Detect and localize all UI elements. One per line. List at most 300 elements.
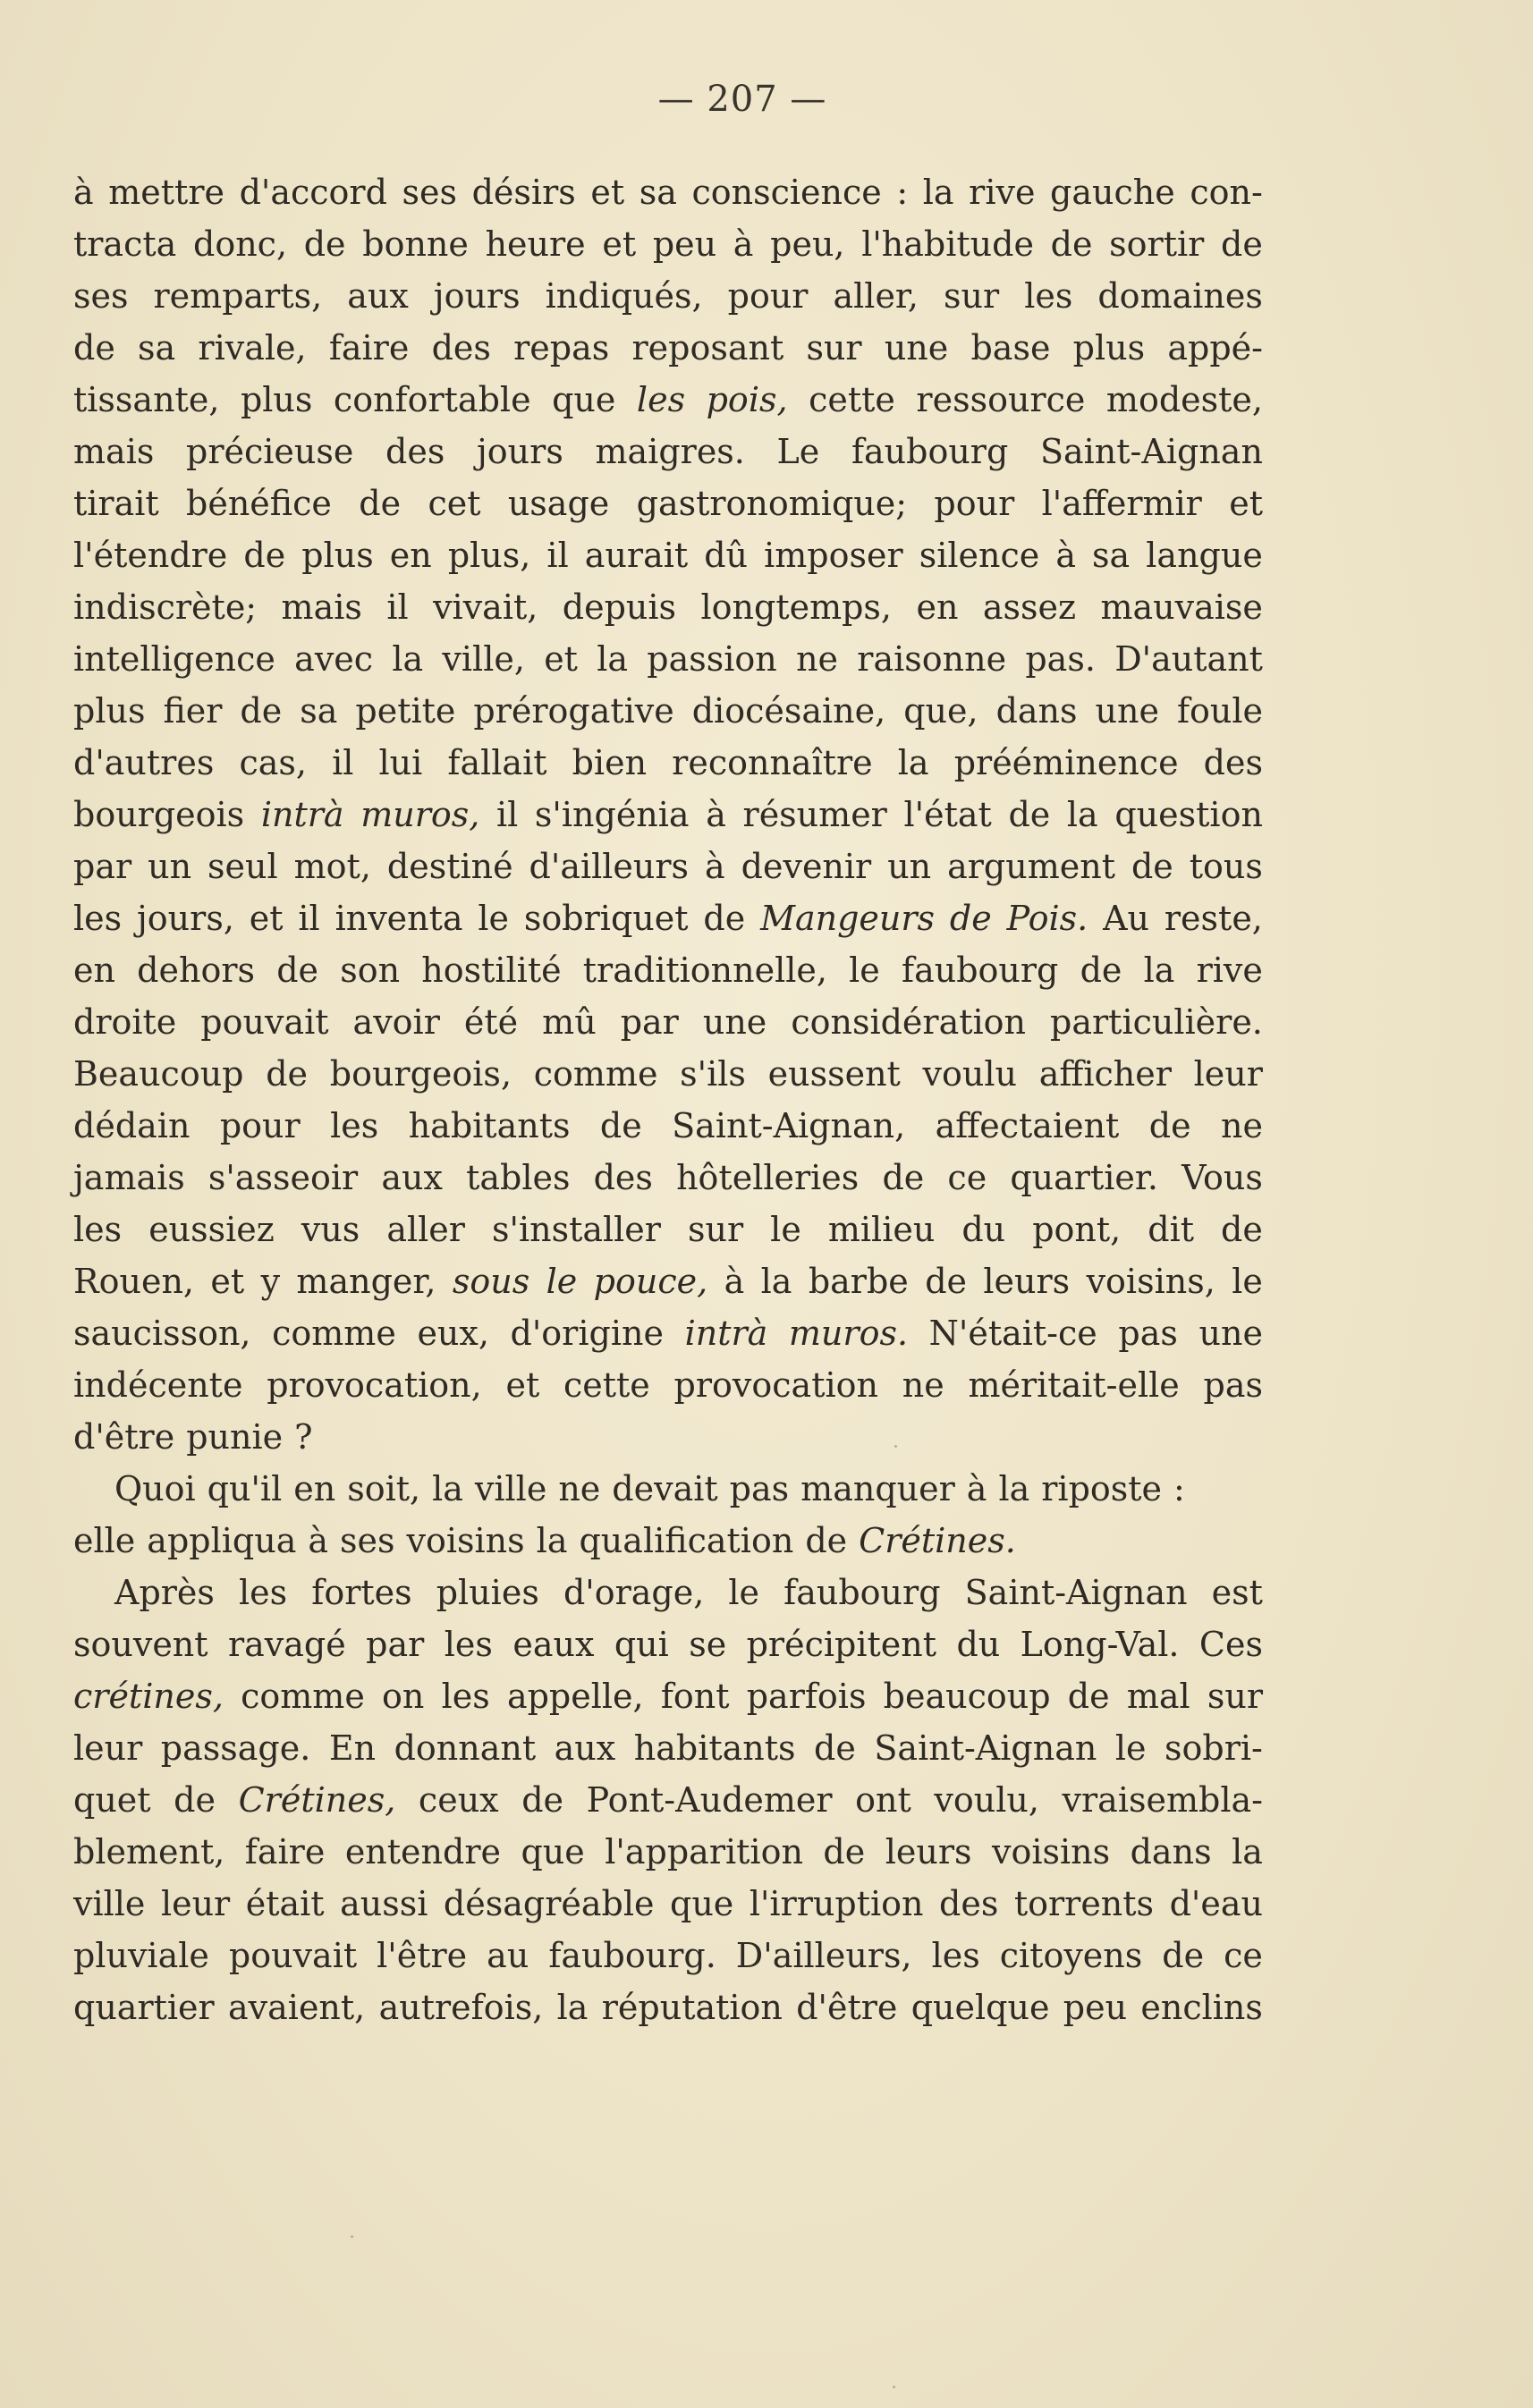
- paper-speck: [893, 2386, 895, 2388]
- word: ville: [474, 1469, 547, 1508]
- word: faire: [328, 328, 410, 368]
- word: des: [385, 432, 445, 471]
- word: les: [73, 1210, 123, 1249]
- word: jours: [477, 432, 563, 471]
- word: son: [340, 951, 401, 990]
- text-line: [73, 1515, 1263, 1567]
- word: Saint-Aignan,: [672, 1106, 906, 1145]
- word: quet: [73, 1780, 151, 1820]
- word: faire: [244, 1832, 326, 1871]
- word: traditionnelle,: [582, 951, 827, 990]
- word: peu,: [770, 224, 845, 264]
- word: Saint-Aignan: [1039, 432, 1263, 471]
- word: que: [670, 1884, 734, 1923]
- word: blement,: [73, 1832, 225, 1871]
- word: appelle,: [506, 1677, 644, 1716]
- word: Rouen,: [73, 1262, 195, 1301]
- word: de: [1067, 1677, 1110, 1716]
- word: bourgeois: [73, 795, 245, 834]
- word: leurs: [885, 1832, 972, 1871]
- text-line: [73, 1567, 1263, 1618]
- word: la: [922, 173, 954, 212]
- word: et: [210, 1262, 245, 1301]
- word: pour: [219, 1106, 301, 1145]
- word: l'affermir: [1041, 484, 1202, 523]
- word: con-: [1190, 173, 1263, 212]
- word: depuis: [562, 587, 677, 627]
- italic-word: de: [949, 899, 992, 938]
- word: jours: [433, 276, 521, 316]
- word: résumer: [742, 795, 887, 834]
- word: plus: [1072, 328, 1146, 368]
- word: fortes: [311, 1573, 412, 1612]
- word: mauvaise: [1100, 587, 1263, 627]
- word: la: [998, 1469, 1030, 1508]
- word: que: [552, 380, 616, 419]
- word: ceux: [418, 1780, 499, 1820]
- word: droite: [73, 1002, 177, 1042]
- word: est: [1211, 1573, 1263, 1612]
- word: heure: [485, 224, 586, 264]
- word: sa: [639, 173, 677, 212]
- text-line: [73, 892, 1263, 944]
- word: à: [966, 1469, 987, 1508]
- word: pas: [1118, 1314, 1178, 1353]
- word: prééminence: [953, 743, 1179, 782]
- italic-word: le: [546, 1262, 578, 1301]
- word: mû: [542, 1002, 597, 1042]
- word: dédain: [73, 1106, 191, 1145]
- word: de: [1080, 951, 1122, 990]
- word: tissante,: [73, 380, 220, 419]
- word: aller: [386, 1210, 465, 1249]
- word: tous: [1189, 847, 1263, 886]
- word: ont: [855, 1780, 911, 1820]
- word: en: [916, 587, 959, 627]
- word: reconnaître: [672, 743, 873, 782]
- word: souvent: [73, 1625, 208, 1664]
- word: d'eau: [1169, 1884, 1263, 1923]
- word: Après: [114, 1573, 215, 1612]
- word: Beaucoup: [73, 1054, 244, 1094]
- word: bien: [572, 743, 648, 782]
- paper-speck: [351, 2235, 353, 2238]
- word: torrents: [1013, 1884, 1155, 1923]
- word: de: [599, 1106, 642, 1145]
- word: mais: [73, 432, 155, 471]
- word: dit: [1148, 1210, 1195, 1249]
- word: le: [770, 1210, 801, 1249]
- word: qui: [614, 1625, 669, 1664]
- word: se: [689, 1625, 727, 1664]
- word: pas: [729, 1469, 790, 1508]
- word: bourgeois,: [329, 1054, 512, 1094]
- text-line: [73, 322, 1263, 374]
- word: jours,: [137, 899, 234, 938]
- word: d'être: [73, 1417, 175, 1457]
- word: une: [1198, 1314, 1263, 1353]
- word: était: [245, 1884, 325, 1923]
- word: et: [590, 173, 625, 212]
- word: par: [620, 1002, 679, 1042]
- word: de: [823, 1832, 866, 1871]
- word: l'être: [377, 1936, 468, 1975]
- word: sa: [1092, 536, 1131, 575]
- word: pouvait: [228, 1936, 358, 1975]
- word: ne: [902, 1365, 944, 1405]
- word: vraisembla-: [1062, 1780, 1263, 1820]
- word: vivait,: [433, 587, 538, 627]
- word: voisins: [406, 1521, 525, 1560]
- word: de: [266, 1054, 309, 1094]
- word: l'état: [903, 795, 992, 834]
- word: y: [260, 1262, 281, 1301]
- italic-word: sous: [452, 1262, 530, 1301]
- word: il: [495, 795, 519, 834]
- word: elle: [73, 1521, 136, 1560]
- word: la: [1143, 951, 1175, 990]
- word: le: [728, 1573, 760, 1612]
- word: pas.: [1025, 639, 1096, 679]
- word: cas,: [239, 743, 307, 782]
- word: les: [239, 1573, 288, 1612]
- word: de: [925, 1262, 968, 1301]
- word: les: [444, 1625, 493, 1664]
- word: Quoi: [114, 1469, 196, 1508]
- word: voulu: [922, 1054, 1017, 1094]
- word: habitants: [633, 1728, 796, 1768]
- word: du: [961, 1210, 1006, 1249]
- word: domaines: [1097, 276, 1263, 316]
- word: leur: [73, 1728, 143, 1768]
- text-line: [73, 944, 1263, 996]
- word: base: [970, 328, 1051, 368]
- word: s'ingénia: [534, 795, 690, 834]
- word: mal: [1126, 1677, 1190, 1716]
- word: à: [308, 1521, 329, 1560]
- word: sur: [688, 1210, 744, 1249]
- word: vus: [301, 1210, 360, 1249]
- text-line: [73, 1774, 1263, 1826]
- text-line: [73, 1152, 1263, 1204]
- word: comme: [533, 1054, 658, 1094]
- word: s'ils: [680, 1054, 746, 1094]
- word: aux: [381, 1158, 443, 1197]
- word: ?: [294, 1417, 313, 1457]
- word: dehors: [137, 951, 255, 990]
- word: hôtelleries: [676, 1158, 860, 1197]
- word: riposte: [1041, 1469, 1163, 1508]
- word: il: [298, 899, 320, 938]
- word: pour: [727, 276, 809, 316]
- word: bénéfice: [186, 484, 332, 523]
- word: voulu,: [934, 1780, 1039, 1820]
- word: ne: [1221, 1106, 1263, 1145]
- word: N'était-ce: [928, 1314, 1097, 1353]
- word: on: [382, 1677, 425, 1716]
- word: les: [330, 1106, 379, 1145]
- word: le: [478, 899, 510, 938]
- word: confortable: [333, 380, 531, 419]
- word: passion: [647, 639, 777, 679]
- word: Saint-Aignan: [874, 1728, 1097, 1768]
- word: petite: [355, 691, 456, 731]
- text-line: [73, 1618, 1263, 1670]
- word: et: [249, 899, 284, 938]
- word: pluviale: [73, 1936, 209, 1975]
- text-line: [73, 685, 1263, 737]
- word: de: [521, 1780, 564, 1820]
- word: sobriquet: [523, 899, 689, 938]
- word: un: [887, 847, 932, 886]
- text-line: [73, 1670, 1263, 1722]
- word: raisonne: [857, 639, 1007, 679]
- word: indiqués,: [545, 276, 703, 316]
- word: de: [276, 951, 319, 990]
- word: et: [602, 224, 637, 264]
- text-line: [73, 1048, 1263, 1100]
- text-line: [73, 789, 1263, 841]
- text-line: [73, 1722, 1263, 1774]
- word: d'accord: [239, 173, 387, 212]
- word: sur: [806, 328, 862, 368]
- word: font: [660, 1677, 730, 1716]
- word: de: [174, 1780, 216, 1820]
- word: de: [1162, 1936, 1205, 1975]
- word: cet: [428, 484, 481, 523]
- word: considération: [791, 1002, 1027, 1042]
- italic-word: les: [636, 380, 686, 419]
- word: rivale,: [198, 328, 307, 368]
- word: ne: [558, 1469, 601, 1508]
- word: d'être: [796, 1988, 898, 2027]
- word: cette: [563, 1365, 650, 1405]
- word: ses: [340, 1521, 395, 1560]
- text-line: [73, 1255, 1263, 1307]
- word: reste,: [1164, 899, 1263, 938]
- word: ses: [73, 276, 129, 316]
- word: provocation,: [267, 1365, 482, 1405]
- word: D'ailleurs,: [735, 1936, 912, 1975]
- word: faubourg: [851, 432, 1009, 471]
- word: eux,: [417, 1314, 489, 1353]
- word: une: [702, 1002, 767, 1042]
- word: hostilité: [421, 951, 562, 990]
- word: désirs: [471, 173, 576, 212]
- word: mot,: [293, 847, 371, 886]
- word: intelligence: [73, 639, 275, 679]
- word: sa: [138, 328, 176, 368]
- word: sur: [1207, 1677, 1263, 1716]
- word: que,: [903, 691, 978, 731]
- word: indécente: [73, 1365, 243, 1405]
- word: à: [73, 173, 94, 212]
- word: s'installer: [492, 1210, 661, 1249]
- word: punie: [186, 1417, 284, 1457]
- word: tables: [466, 1158, 571, 1197]
- word: comme: [241, 1677, 365, 1716]
- word: du: [956, 1625, 1001, 1664]
- word: de: [882, 1158, 925, 1197]
- word: de: [359, 484, 402, 523]
- word: faubourg.: [548, 1936, 716, 1975]
- word: Saint-Aignan: [964, 1573, 1188, 1612]
- word: donc,: [193, 224, 288, 264]
- word: comme: [272, 1314, 396, 1353]
- word: s'asseoir: [208, 1158, 359, 1197]
- word: sur: [944, 276, 1000, 316]
- word: indiscrète;: [73, 587, 258, 627]
- word: saucisson,: [73, 1314, 251, 1353]
- text-line: [73, 374, 1263, 426]
- word: qualification: [579, 1521, 794, 1560]
- word: la: [597, 639, 629, 679]
- word: qu'il: [207, 1469, 283, 1508]
- word: il: [386, 587, 409, 627]
- word: rive: [1196, 951, 1263, 990]
- text-line: [73, 1204, 1263, 1255]
- word: la: [1066, 795, 1098, 834]
- word: il: [546, 536, 569, 575]
- word: de: [1221, 224, 1263, 264]
- word: de: [1148, 1106, 1191, 1145]
- text-line: [73, 633, 1263, 685]
- word: silence: [919, 536, 1040, 575]
- word: la: [536, 1521, 568, 1560]
- word: lui: [378, 743, 423, 782]
- word: de: [73, 328, 115, 368]
- word: il: [332, 743, 354, 782]
- word: autrefois,: [378, 1988, 544, 2027]
- word: fier: [163, 691, 223, 731]
- word: langue: [1146, 536, 1263, 575]
- italic-word: muros.: [788, 1314, 909, 1353]
- word: mettre: [108, 173, 224, 212]
- word: la: [556, 1988, 589, 2027]
- word: au: [487, 1936, 529, 1975]
- word: D'autant: [1114, 639, 1263, 679]
- word: aller,: [833, 276, 919, 316]
- text-line: [73, 1100, 1263, 1152]
- word: modeste,: [1105, 380, 1263, 419]
- text-line: [73, 1411, 1263, 1463]
- word: ce: [947, 1158, 987, 1197]
- word: mais: [281, 587, 362, 627]
- italic-word: Mangeurs: [760, 899, 936, 938]
- word: donnant: [394, 1728, 537, 1768]
- body-text: [73, 166, 1263, 2033]
- word: ville,: [442, 639, 525, 679]
- italic-word: crétines,: [73, 1677, 224, 1716]
- word: imposer: [764, 536, 903, 575]
- text-line: [73, 529, 1263, 581]
- word: reposant: [631, 328, 784, 368]
- text-line: [73, 218, 1263, 270]
- word: affectaient: [935, 1106, 1120, 1145]
- word: Ces: [1198, 1625, 1263, 1664]
- text-line: [73, 1930, 1263, 1981]
- paper-speck: [894, 1445, 897, 1448]
- word: la: [1232, 1832, 1263, 1871]
- word: en: [73, 951, 115, 990]
- word: usage: [507, 484, 610, 523]
- word: plus,: [447, 536, 531, 575]
- word: pont,: [1032, 1210, 1122, 1249]
- word: des: [431, 328, 491, 368]
- word: voisins,: [1086, 1262, 1215, 1301]
- word: tirait: [73, 484, 159, 523]
- word: la: [432, 1469, 463, 1508]
- text-line: [73, 270, 1263, 322]
- word: aurait: [584, 536, 689, 575]
- word: dans: [995, 691, 1078, 731]
- word: pluies: [436, 1573, 539, 1612]
- word: à: [1055, 536, 1076, 575]
- word: barbe: [808, 1262, 909, 1301]
- word: été: [463, 1002, 519, 1042]
- word: de: [805, 1521, 848, 1560]
- word: des: [593, 1158, 653, 1197]
- text-line: [73, 166, 1263, 218]
- word: Pont-Audemer: [586, 1780, 833, 1820]
- word: de: [703, 899, 746, 938]
- word: tracta: [73, 224, 177, 264]
- word: jamais: [73, 1158, 185, 1197]
- word: beaucoup: [883, 1677, 1051, 1716]
- word: leurs: [983, 1262, 1071, 1301]
- word: d'ailleurs: [529, 847, 690, 886]
- word: plus: [73, 691, 146, 731]
- word: bonne: [362, 224, 469, 264]
- word: un: [148, 847, 192, 886]
- word: Le: [776, 432, 820, 471]
- text-line: [73, 1463, 1263, 1515]
- word: que: [521, 1832, 585, 1871]
- word: ne: [796, 639, 839, 679]
- word: à: [705, 847, 725, 886]
- word: faubourg: [783, 1573, 941, 1612]
- word: pouvait: [200, 1002, 329, 1042]
- word: leur: [1193, 1054, 1263, 1094]
- word: quartier.: [1010, 1158, 1158, 1197]
- word: parfois: [746, 1677, 867, 1716]
- word: désagréable: [443, 1884, 655, 1923]
- word: dû: [704, 536, 749, 575]
- word: prérogative: [473, 691, 674, 731]
- word: à: [733, 224, 754, 264]
- word: des: [1203, 743, 1263, 782]
- word: remparts,: [153, 276, 323, 316]
- word: aussi: [340, 1884, 428, 1923]
- italic-word: Crétines.: [859, 1521, 1016, 1560]
- word: une: [884, 328, 949, 368]
- word: pas: [1203, 1365, 1263, 1405]
- word: ville: [73, 1884, 146, 1923]
- word: leur: [160, 1884, 231, 1923]
- word: appé-: [1167, 328, 1263, 368]
- word: précieuse: [186, 432, 354, 471]
- word: ce: [1224, 1936, 1263, 1975]
- italic-word: intrà: [260, 795, 344, 834]
- word: des: [939, 1884, 999, 1923]
- word: quelque: [910, 1988, 1050, 2027]
- word: Long-Val.: [1020, 1625, 1180, 1664]
- word: sobri-: [1165, 1728, 1263, 1768]
- italic-word: intrà: [684, 1314, 768, 1353]
- word: eussiez: [148, 1210, 275, 1249]
- word: d'autres: [73, 743, 215, 782]
- word: de: [243, 536, 286, 575]
